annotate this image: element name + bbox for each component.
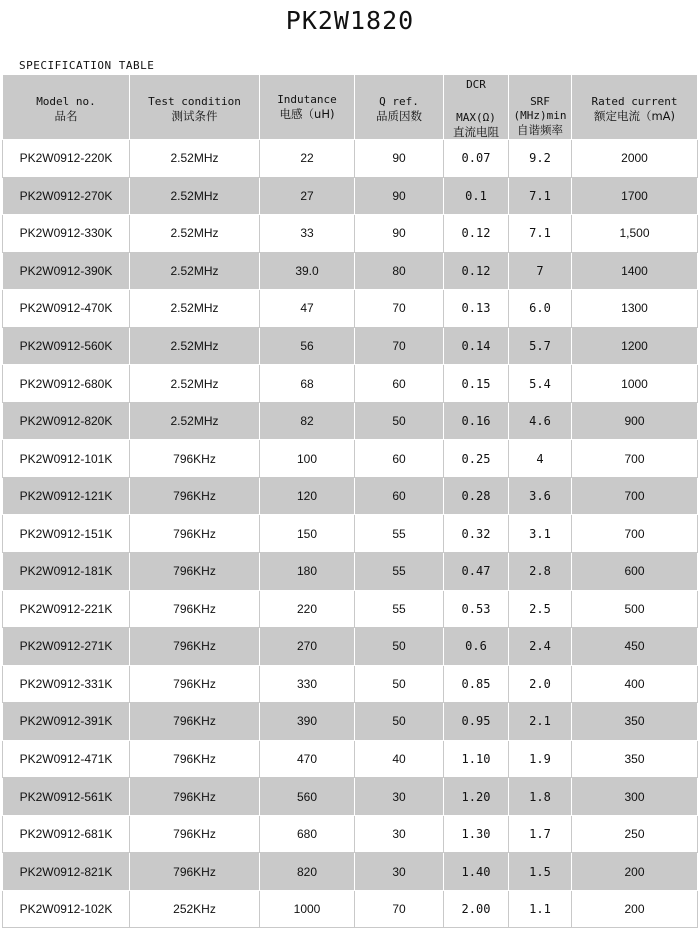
cell-dcr: 1.40 bbox=[444, 853, 509, 891]
cell-dcr: 0.95 bbox=[444, 703, 509, 741]
header-inductance: Indutance 电感（uH) bbox=[260, 75, 355, 140]
cell-test-condition: 2.52MHz bbox=[130, 290, 260, 328]
cell-rated-current: 500 bbox=[572, 590, 698, 628]
table-row bbox=[3, 402, 698, 440]
cell-model: PK2W0912-330K bbox=[3, 215, 130, 253]
cell-test-condition: 2.52MHz bbox=[130, 402, 260, 440]
cell-q-ref: 90 bbox=[355, 140, 444, 178]
table-row bbox=[3, 628, 698, 666]
cell-inductance: 33 bbox=[260, 215, 355, 253]
cell-q-ref: 55 bbox=[355, 553, 444, 591]
cell-model: PK2W0912-271K bbox=[3, 628, 130, 666]
cell-test-condition: 2.52MHz bbox=[130, 327, 260, 365]
table-row bbox=[3, 778, 698, 816]
cell-inductance: 22 bbox=[260, 140, 355, 178]
table-row bbox=[3, 140, 698, 178]
cell-model: PK2W0912-102K bbox=[3, 890, 130, 928]
cell-inductance: 390 bbox=[260, 703, 355, 741]
cell-rated-current: 200 bbox=[572, 890, 698, 928]
cell-model: PK2W0912-391K bbox=[3, 703, 130, 741]
cell-q-ref: 80 bbox=[355, 252, 444, 290]
header-model: Model no. 品名 bbox=[3, 75, 130, 140]
table-row bbox=[3, 177, 698, 215]
cell-rated-current: 350 bbox=[572, 740, 698, 778]
cell-dcr: 1.30 bbox=[444, 815, 509, 853]
cell-dcr: 0.6 bbox=[444, 628, 509, 666]
cell-dcr: 1.10 bbox=[444, 740, 509, 778]
cell-rated-current: 2000 bbox=[572, 140, 698, 178]
cell-srf: 7.1 bbox=[509, 177, 572, 215]
cell-model: PK2W0912-821K bbox=[3, 853, 130, 891]
table-row bbox=[3, 703, 698, 741]
cell-q-ref: 50 bbox=[355, 703, 444, 741]
cell-model: PK2W0912-331K bbox=[3, 665, 130, 703]
cell-rated-current: 700 bbox=[572, 477, 698, 515]
cell-test-condition: 796KHz bbox=[130, 853, 260, 891]
cell-srf: 7 bbox=[509, 252, 572, 290]
cell-q-ref: 60 bbox=[355, 440, 444, 478]
cell-dcr: 0.12 bbox=[444, 252, 509, 290]
cell-model: PK2W0912-681K bbox=[3, 815, 130, 853]
cell-dcr: 0.07 bbox=[444, 140, 509, 178]
header-srf: SRF (MHz)min 自谐频率 bbox=[509, 75, 572, 140]
cell-srf: 1.1 bbox=[509, 890, 572, 928]
cell-test-condition: 2.52MHz bbox=[130, 215, 260, 253]
cell-srf: 1.7 bbox=[509, 815, 572, 853]
cell-srf: 1.8 bbox=[509, 778, 572, 816]
table-row bbox=[3, 740, 698, 778]
cell-rated-current: 1200 bbox=[572, 327, 698, 365]
cell-model: PK2W0912-471K bbox=[3, 740, 130, 778]
cell-rated-current: 900 bbox=[572, 402, 698, 440]
table-row bbox=[3, 665, 698, 703]
cell-rated-current: 450 bbox=[572, 628, 698, 666]
cell-dcr: 0.28 bbox=[444, 477, 509, 515]
cell-test-condition: 2.52MHz bbox=[130, 140, 260, 178]
table-row bbox=[3, 440, 698, 478]
cell-q-ref: 70 bbox=[355, 290, 444, 328]
cell-srf: 2.5 bbox=[509, 590, 572, 628]
cell-test-condition: 2.52MHz bbox=[130, 252, 260, 290]
cell-rated-current: 350 bbox=[572, 703, 698, 741]
cell-dcr: 0.16 bbox=[444, 402, 509, 440]
table-row bbox=[3, 890, 698, 928]
cell-q-ref: 60 bbox=[355, 365, 444, 403]
cell-test-condition: 796KHz bbox=[130, 665, 260, 703]
table-row bbox=[3, 815, 698, 853]
cell-inductance: 100 bbox=[260, 440, 355, 478]
cell-inductance: 180 bbox=[260, 553, 355, 591]
page-title: PK2W1820 bbox=[285, 6, 415, 35]
cell-rated-current: 700 bbox=[572, 440, 698, 478]
cell-q-ref: 50 bbox=[355, 665, 444, 703]
cell-rated-current: 1000 bbox=[572, 365, 698, 403]
cell-rated-current: 600 bbox=[572, 553, 698, 591]
cell-model: PK2W0912-470K bbox=[3, 290, 130, 328]
cell-model: PK2W0912-390K bbox=[3, 252, 130, 290]
cell-q-ref: 50 bbox=[355, 402, 444, 440]
cell-inductance: 150 bbox=[260, 515, 355, 553]
cell-test-condition: 796KHz bbox=[130, 628, 260, 666]
cell-inductance: 56 bbox=[260, 327, 355, 365]
cell-srf: 6.0 bbox=[509, 290, 572, 328]
cell-srf: 2.8 bbox=[509, 553, 572, 591]
cell-inductance: 220 bbox=[260, 590, 355, 628]
cell-q-ref: 70 bbox=[355, 890, 444, 928]
cell-dcr: 0.13 bbox=[444, 290, 509, 328]
header-q-ref: Q ref. 品质因数 bbox=[355, 75, 444, 140]
cell-test-condition: 796KHz bbox=[130, 477, 260, 515]
specification-table bbox=[2, 74, 698, 928]
cell-q-ref: 60 bbox=[355, 477, 444, 515]
cell-q-ref: 50 bbox=[355, 628, 444, 666]
cell-inductance: 820 bbox=[260, 853, 355, 891]
cell-model: PK2W0912-151K bbox=[3, 515, 130, 553]
cell-inductance: 27 bbox=[260, 177, 355, 215]
cell-rated-current: 700 bbox=[572, 515, 698, 553]
cell-test-condition: 252KHz bbox=[130, 890, 260, 928]
cell-test-condition: 796KHz bbox=[130, 515, 260, 553]
cell-dcr: 0.53 bbox=[444, 590, 509, 628]
cell-inductance: 680 bbox=[260, 815, 355, 853]
cell-inductance: 560 bbox=[260, 778, 355, 816]
cell-rated-current: 200 bbox=[572, 853, 698, 891]
cell-dcr: 0.32 bbox=[444, 515, 509, 553]
header-test-condition: Test condition 测试条件 bbox=[130, 75, 260, 140]
cell-test-condition: 796KHz bbox=[130, 815, 260, 853]
cell-srf: 1.9 bbox=[509, 740, 572, 778]
cell-test-condition: 796KHz bbox=[130, 590, 260, 628]
header-dcr: DCR MAX(Ω) 直流电阻 bbox=[444, 75, 509, 140]
table-body bbox=[3, 140, 698, 928]
cell-dcr: 1.20 bbox=[444, 778, 509, 816]
cell-srf: 4 bbox=[509, 440, 572, 478]
cell-q-ref: 90 bbox=[355, 177, 444, 215]
table-row bbox=[3, 853, 698, 891]
cell-rated-current: 300 bbox=[572, 778, 698, 816]
cell-dcr: 0.14 bbox=[444, 327, 509, 365]
cell-q-ref: 40 bbox=[355, 740, 444, 778]
cell-model: PK2W0912-820K bbox=[3, 402, 130, 440]
cell-model: PK2W0912-181K bbox=[3, 553, 130, 591]
cell-q-ref: 30 bbox=[355, 778, 444, 816]
table-row bbox=[3, 215, 698, 253]
cell-q-ref: 70 bbox=[355, 327, 444, 365]
cell-inductance: 47 bbox=[260, 290, 355, 328]
cell-srf: 3.6 bbox=[509, 477, 572, 515]
cell-model: PK2W0912-101K bbox=[3, 440, 130, 478]
cell-rated-current: 1300 bbox=[572, 290, 698, 328]
cell-rated-current: 250 bbox=[572, 815, 698, 853]
table-row bbox=[3, 327, 698, 365]
cell-test-condition: 796KHz bbox=[130, 703, 260, 741]
cell-inductance: 330 bbox=[260, 665, 355, 703]
table-row bbox=[3, 515, 698, 553]
table-row bbox=[3, 553, 698, 591]
cell-srf: 2.4 bbox=[509, 628, 572, 666]
cell-q-ref: 55 bbox=[355, 515, 444, 553]
cell-model: PK2W0912-561K bbox=[3, 778, 130, 816]
cell-dcr: 0.47 bbox=[444, 553, 509, 591]
cell-dcr: 0.25 bbox=[444, 440, 509, 478]
cell-srf: 9.2 bbox=[509, 140, 572, 178]
table-row bbox=[3, 590, 698, 628]
cell-model: PK2W0912-560K bbox=[3, 327, 130, 365]
cell-rated-current: 1700 bbox=[572, 177, 698, 215]
cell-inductance: 39.0 bbox=[260, 252, 355, 290]
cell-test-condition: 796KHz bbox=[130, 778, 260, 816]
table-row bbox=[3, 477, 698, 515]
cell-rated-current: 1400 bbox=[572, 252, 698, 290]
cell-test-condition: 796KHz bbox=[130, 440, 260, 478]
cell-dcr: 2.00 bbox=[444, 890, 509, 928]
cell-rated-current: 1,500 bbox=[572, 215, 698, 253]
table-header-row bbox=[3, 75, 698, 140]
cell-inductance: 470 bbox=[260, 740, 355, 778]
cell-srf: 3.1 bbox=[509, 515, 572, 553]
cell-srf: 2.1 bbox=[509, 703, 572, 741]
cell-dcr: 0.12 bbox=[444, 215, 509, 253]
header-rated-current: Rated current 额定电流（mA) bbox=[572, 75, 698, 140]
cell-srf: 1.5 bbox=[509, 853, 572, 891]
cell-test-condition: 2.52MHz bbox=[130, 365, 260, 403]
table-row bbox=[3, 252, 698, 290]
cell-inductance: 1000 bbox=[260, 890, 355, 928]
cell-test-condition: 796KHz bbox=[130, 553, 260, 591]
cell-model: PK2W0912-270K bbox=[3, 177, 130, 215]
cell-q-ref: 90 bbox=[355, 215, 444, 253]
cell-model: PK2W0912-221K bbox=[3, 590, 130, 628]
cell-test-condition: 796KHz bbox=[130, 740, 260, 778]
cell-inductance: 82 bbox=[260, 402, 355, 440]
cell-model: PK2W0912-220K bbox=[3, 140, 130, 178]
cell-rated-current: 400 bbox=[572, 665, 698, 703]
table-row bbox=[3, 365, 698, 403]
cell-model: PK2W0912-121K bbox=[3, 477, 130, 515]
cell-srf: 2.0 bbox=[509, 665, 572, 703]
table-caption: SPECIFICATION TABLE bbox=[19, 59, 155, 72]
cell-srf: 5.7 bbox=[509, 327, 572, 365]
cell-inductance: 270 bbox=[260, 628, 355, 666]
cell-inductance: 120 bbox=[260, 477, 355, 515]
cell-srf: 4.6 bbox=[509, 402, 572, 440]
cell-model: PK2W0912-680K bbox=[3, 365, 130, 403]
cell-dcr: 0.15 bbox=[444, 365, 509, 403]
cell-q-ref: 30 bbox=[355, 815, 444, 853]
table-row bbox=[3, 290, 698, 328]
cell-test-condition: 2.52MHz bbox=[130, 177, 260, 215]
cell-q-ref: 30 bbox=[355, 853, 444, 891]
cell-srf: 5.4 bbox=[509, 365, 572, 403]
cell-inductance: 68 bbox=[260, 365, 355, 403]
cell-dcr: 0.1 bbox=[444, 177, 509, 215]
cell-srf: 7.1 bbox=[509, 215, 572, 253]
cell-q-ref: 55 bbox=[355, 590, 444, 628]
cell-dcr: 0.85 bbox=[444, 665, 509, 703]
